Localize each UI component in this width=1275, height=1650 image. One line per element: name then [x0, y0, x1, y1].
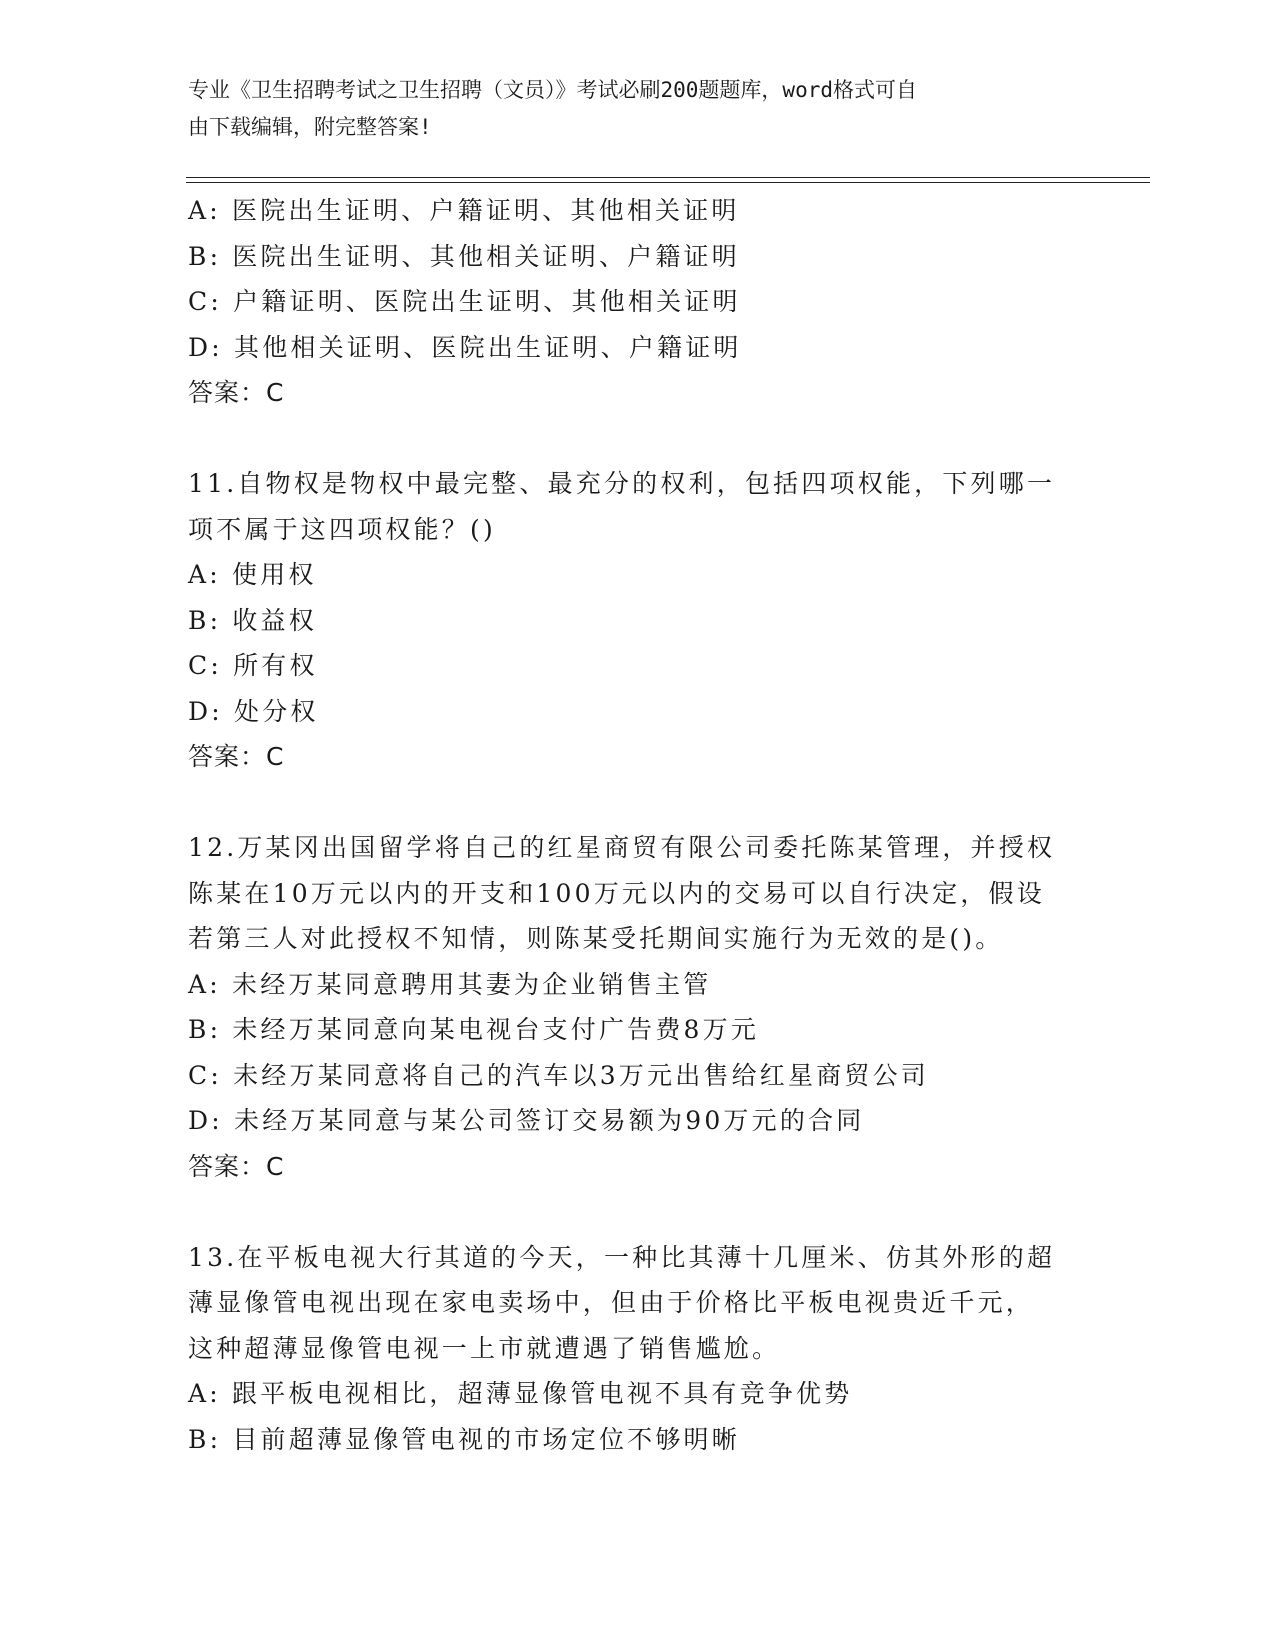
question-stem-line: 陈某在10万元以内的开支和100万元以内的交易可以自行决定，假设 — [188, 878, 1045, 908]
option-a: A: 未经万某同意聘用其妻为企业销售主管 — [188, 969, 712, 999]
option-d: D: 其他相关证明、医院出生证明、户籍证明 — [188, 332, 742, 362]
option-a: A: 医院出生证明、户籍证明、其他相关证明 — [188, 196, 740, 225]
option-b: B: 目前超薄显像管电视的市场定位不够明晰 — [188, 1424, 740, 1454]
header-line-2: 由下载编辑，附完整答案! — [188, 115, 432, 139]
question-block-13 — [188, 1235, 1088, 1463]
option-b: B: 医院出生证明、其他相关证明、户籍证明 — [188, 241, 740, 271]
option-b: B: 未经万某同意向某电视台支付广告费8万元 — [188, 1015, 760, 1044]
spacer — [188, 416, 1088, 462]
answer-line: 答案：C — [188, 1151, 285, 1181]
option-a: A: 跟平板电视相比，超薄显像管电视不具有竞争优势 — [188, 1379, 853, 1408]
question-stem-line: 项不属于这四项权能？() — [188, 514, 496, 544]
question-stem-line: 这种超薄显像管电视一上市就遭遇了销售尴尬。 — [188, 1333, 781, 1363]
question-stem-line: 13.在平板电视大行其道的今天，一种比其薄十几厘米、仿其外形的超 — [188, 1242, 1056, 1272]
question-stem-line: 11.自物权是物权中最完整、最充分的权利，包括四项权能，下列哪一 — [188, 469, 1056, 498]
spacer — [188, 780, 1088, 826]
spacer — [188, 1189, 1088, 1235]
option-c: C: 所有权 — [188, 651, 318, 680]
option-d: D: 处分权 — [188, 696, 319, 726]
question-stem-line: 12.万某冈出国留学将自己的红星商贸有限公司委托陈某管理，并授权 — [188, 833, 1056, 862]
option-d: D: 未经万某同意与某公司签订交易额为90万元的合同 — [188, 1106, 865, 1135]
header-rule-bottom — [186, 182, 1150, 183]
header-line-1: 专业《卫生招聘考试之卫生招聘（文员）》考试必刷200题题库，word格式可自 — [188, 78, 917, 102]
question-stem-line: 若第三人对此授权不知情，则陈某受托期间实施行为无效的是()。 — [188, 924, 1004, 953]
option-c: C: 未经万某同意将自己的汽车以3万元出售给红星商贸公司 — [188, 1060, 930, 1090]
option-b: B: 收益权 — [188, 605, 317, 635]
answer-line: 答案：C — [188, 742, 285, 771]
question-stem-line: 薄显像管电视出现在家电卖场中，但由于价格比平板电视贵近千元， — [188, 1288, 1035, 1317]
document-header — [188, 72, 1088, 146]
question-list — [188, 188, 1088, 1462]
option-c: C: 户籍证明、医院出生证明、其他相关证明 — [188, 287, 741, 316]
option-a: A: 使用权 — [188, 560, 317, 589]
answer-line: 答案：C — [188, 378, 285, 407]
header-rule-top — [186, 177, 1150, 178]
question-block-11 — [188, 461, 1088, 780]
question-block-12 — [188, 825, 1088, 1189]
question-block-10 — [188, 188, 1088, 416]
